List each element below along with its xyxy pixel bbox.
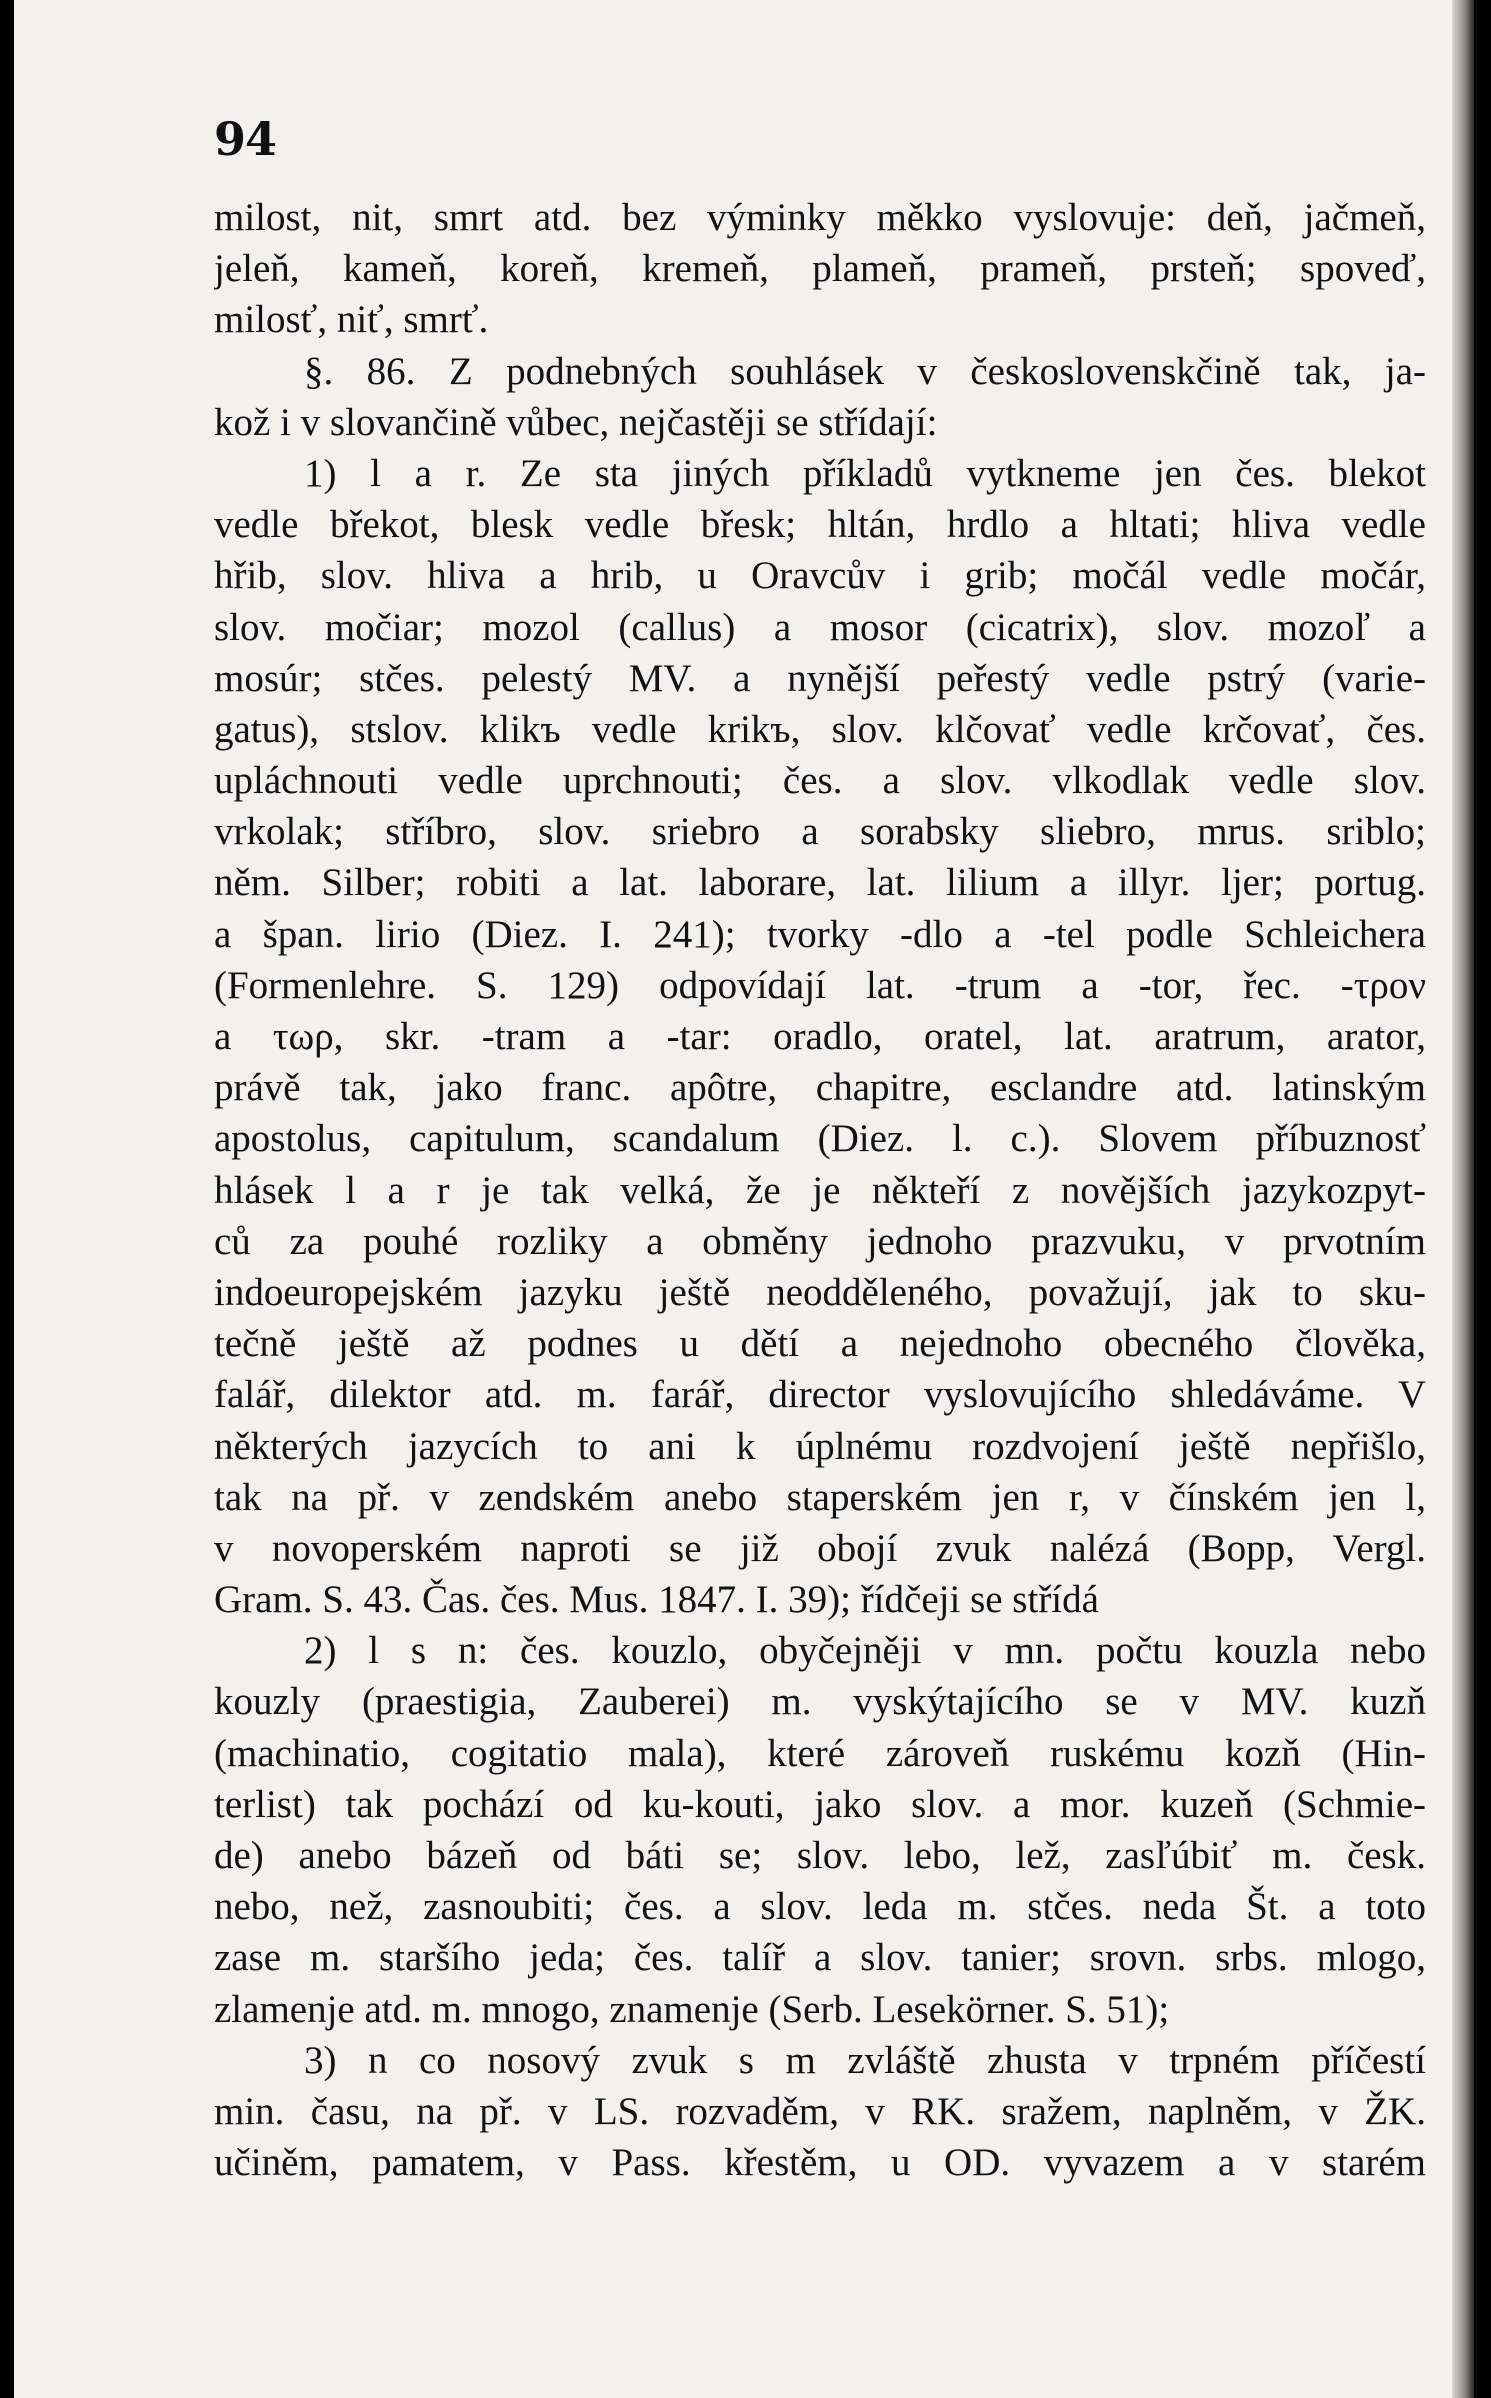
text-line: a špan. lirio (Diez. I. 241); tvorky -dlo a -tel podle Schleichera [214,912,1426,956]
text-line: tak na př. v zendském anebo staperském jen r, v čínském jen l, [214,1475,1426,1519]
text-line: apostolus, capitulum, scandalum (Diez. l. c.). Slovem příbuznosť [214,1117,1426,1161]
text-line: zlamenje atd. m. mnogo, znamenje (Serb. Lesekörner. S. 51); [214,1987,1170,2031]
text-line: zase m. staršího jeda; čes. talíř a slov. tanier; srovn. srbs. mlogo, [214,1936,1426,1980]
text-line: falář, dilektor atd. m. farář, director vyslovujícího shledáváme. V [214,1373,1426,1417]
text-line: jeleň, kameň, koreň, kremeň, plameň, prameň, prsteň; spoveď, [214,247,1426,291]
text-line: hlásek l a r je tak velká, že je někteří z novějších jazykozpyt- [214,1168,1426,1212]
body-text [214,192,1426,2188]
text-line: (Formenlehre. S. 129) odpovídají lat. -trum a -tor, řec. -τρον [214,963,1426,1007]
text-line: terlist) tak pochází od ku-kouti, jako slov. a mor. kuzeň (Schmie- [214,1782,1426,1826]
text-line: učiněm, pamatem, v Pass. křestěm, u OD. vyvazem a v starém [214,2141,1426,2185]
section-heading-line: §. 86. Z podnebných souhlásek v československčině tak, ja- [304,349,1426,393]
text-line: kouzly (praestigia, Zauberei) m. vyskýtajícího se v MV. kuzň [214,1680,1426,1724]
text-line: indoeuropejském jazyku ještě neodděleného, považují, jak to sku- [214,1270,1426,1314]
page-edge-shadow [1452,0,1474,2398]
text-line: slov. močiar; mozol (callus) a mosor (cicatrix), slov. mozoľ a [214,605,1426,649]
text-line: v novoperském naproti se již obojí zvuk nalézá (Bopp, Vergl. [214,1526,1426,1570]
text-line: a τωρ, skr. -tram a -tar: oradlo, oratel, lat. aratrum, arator, [214,1015,1426,1058]
text-line: vrkolak; stříbro, slov. sriebro a sorabsky sliebro, mrus. sriblo; [214,810,1426,854]
text-line: ců za pouhé rozliky a obměny jednoho prazvuku, v prvotním [214,1219,1426,1263]
list-item-1-start: 1) l a r. Ze sta jiných příkladů vytkneme jen čes. blekot [304,451,1426,495]
text-line: tečně ještě až podnes u dětí a nejednoho obecného člověka, [214,1322,1426,1366]
text-line: min. času, na př. v LS. rozvaděm, v RK. sražem, naplněm, v ŽK. [214,2089,1426,2133]
text-line: hřib, slov. hliva a hrib, u Oravcův i grib; močál vedle močár, [214,554,1426,598]
page-number: 94 [214,112,277,166]
scanned-page [14,0,1474,2398]
text-line: Gram. S. 43. Čas. čes. Mus. 1847. I. 39); řídčeji se střídá [214,1578,1099,1622]
text-line: milosť, niť, smrť. [214,298,489,342]
text-line: něm. Silber; robiti a lat. laborare, lat. lilium a illyr. ljer; portug. [214,861,1426,905]
list-item-2-start: 2) l s n: čes. kouzlo, obyčejněji v mn. počtu kouzla nebo [304,1629,1426,1673]
text-line: vedle břekot, blesk vedle břesk; hltán, hrdlo a hltati; hliva vedle [214,503,1426,547]
text-line: kož i v slovančině vůbec, nejčastěji se střídají: [214,400,938,444]
text-line: některých jazycích to ani k úplnému rozdvojení ještě nepřišlo, [214,1424,1426,1468]
text-line: upláchnouti vedle uprchnouti; čes. a slov. vlkodlak vedle slov. [214,759,1426,803]
text-line: právě tak, jako franc. apôtre, chapitre, esclandre atd. latinským [214,1066,1426,1110]
text-line: (machinatio, cogitatio mala), které zároveň ruskému kozň (Hin- [214,1731,1426,1775]
text-line: gatus), stslov. klikъ vedle krikъ, slov. klčovať vedle krčovať, čes. [214,707,1426,751]
text-line: mosúr; stčes. pelestý MV. a nynější peřestý vedle pstrý (varie- [214,656,1426,700]
text-line: milost, nit, smrt atd. bez výminky měkko vyslovuje: deň, jačmeň, [214,196,1426,239]
text-line: de) anebo bázeň od báti se; slov. lebo, lež, zasľúbiť m. česk. [214,1834,1426,1877]
list-item-3-start: 3) n co nosový zvuk s m zvláště zhusta v trpném příčestí [304,2038,1426,2082]
text-line: nebo, než, zasnoubiti; čes. a slov. leda m. stčes. neda Št. a toto [214,1885,1426,1929]
